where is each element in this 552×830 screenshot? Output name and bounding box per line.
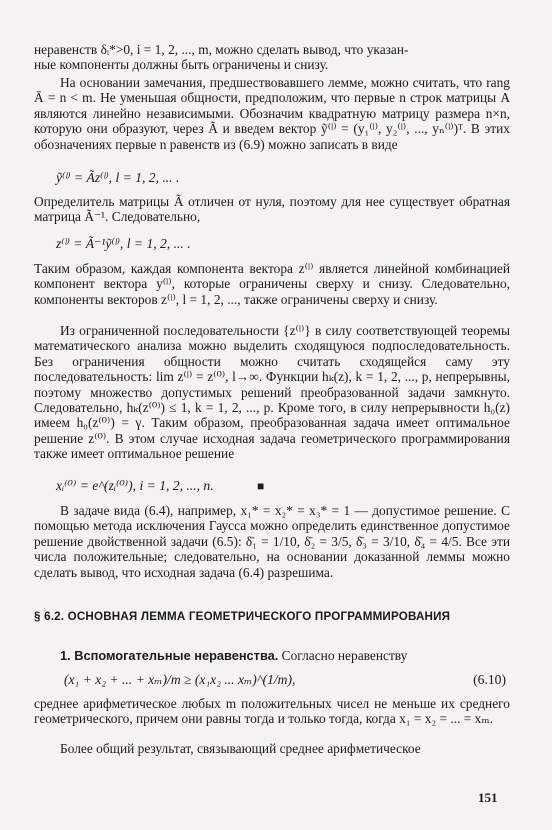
subsection-line <box>34 648 510 663</box>
paragraph-text: В задаче вида (6.4), например, x₁* = x₂* = x₃* = 1 — допустимое решение. С помощью метода исключения Гаусса можно определить единственное допустимое решение двойственной задачи (6.5): δ̄₁ = 1/10, δ̄₂ = 3/5, δ̄₃ = 3/10, δ̄₄ = 4/5. Все эти числа положительные; следовательно, на основании доказанной леммы можно сделать вывод, что исходная задача (6.4) разрешима. <box>34 503 510 580</box>
line-1: неравенств δᵢ*>0, i = 1, 2, ..., m, можно сделать вывод, что указан- <box>34 42 409 57</box>
formula-body: xᵢ⁽⁰⁾ = e^(zᵢ⁽⁰⁾), i = 1, 2, ..., n. <box>56 478 214 493</box>
paragraph-text: Из ограниченной последовательности {z⁽ˡ⁾} в силу соответствующей теоремы математического анализа можно выделить сходящуюся подпоследовательность. Без ограничения общности можно считать сходящейся саму эту последовательность: lim z⁽ˡ⁾ = z⁽⁰⁾, l→∞. Функции hₖ(z), k = 1, 2, ..., p, непрерывны, поэтому множество допустимых решений преобразованной задачи замкнуто. Следовательно, hₖ(z⁽⁰⁾) ≤ 1, k = 1, 2, ..., p. Кроме того, в силу непрерывности h₀(z) имеем h₀(z⁽⁰⁾) = γ. Таким образом, преобразованная задача имеет оптимальное решение z⁽⁰⁾. В этом случае исходная задача геометрического программирования также имеет оптимальное решение <box>34 323 510 462</box>
equation-row <box>34 672 510 688</box>
formula-2 <box>34 236 510 252</box>
subsection-title: 1. Вспомогательные неравенства. <box>60 648 279 663</box>
paragraph-text: среднее арифметическое любых m положительных чисел не меньше их среднего геометрического, причем они равны тогда и только тогда, когда x₁ = x₂ = ... = xₘ. <box>34 696 510 727</box>
paragraph-text: Определитель матрицы Ã отличен от нуля, поэтому для нее существует обратная матрица Ã⁻¹. Следовательно, <box>34 194 510 225</box>
formula-1 <box>34 170 510 186</box>
qed-symbol: ■ <box>257 479 265 493</box>
formula-text <box>34 478 510 494</box>
paragraph-components <box>34 261 510 307</box>
equation-body: (x₁ + x₂ + ... + xₘ)/m ≥ (x₁x₂ ... xₘ)^(1/m), <box>64 672 296 687</box>
subsection <box>34 648 510 663</box>
paragraph-text: На основании замечания, предшествовавшего лемме, можно считать, что rang Ā = n < m. Не уменьшая общности, предположим, что первые n строк матрицы A являются линейно независимыми. Обозначим квадратную матрицу размера n×n, которую они образуют, через Ã и введем вектор ỹ⁽ˡ⁾ = (y₁⁽ˡ⁾, y₂⁽ˡ⁾, ..., yₙ⁽ˡ⁾)ᵀ. В этих обозначениях первые n равенств из (6.9) можно записать в виде <box>34 75 510 152</box>
formula-6-10 <box>34 672 510 688</box>
paragraph-text: Более общий результат, связывающий среднее арифметическое <box>60 741 421 756</box>
line-2: ные компоненты должны быть ограничены и снизу. <box>34 57 329 73</box>
paragraph-means <box>34 696 510 727</box>
section-heading <box>34 610 510 624</box>
section-title: § 6.2. ОСНОВНАЯ ЛЕММА ГЕОМЕТРИЧЕСКОГО ПРОГРАММИРОВАНИЯ <box>34 610 451 623</box>
formula-text: ỹ⁽ˡ⁾ = Ãz⁽ˡ⁾, l = 1, 2, ... . <box>56 170 180 185</box>
formula-3 <box>34 478 510 494</box>
formula-text: z⁽ˡ⁾ = Ã⁻¹ỹ⁽ˡ⁾, l = 1, 2, ... . <box>56 236 191 251</box>
text-block-1 <box>34 42 510 73</box>
paragraph-determinant <box>34 194 510 225</box>
page-number: 151 <box>478 790 498 805</box>
subsection-text: Согласно неравенству <box>278 648 408 663</box>
paragraph-general <box>34 741 510 756</box>
paragraph-rang <box>34 75 510 152</box>
paragraph-text: Таким образом, каждая компонента вектора z⁽ˡ⁾ является линейной комбинацией компонент вектора y⁽ˡ⁾, которые ограничены сверху и снизу. Следовательно, компоненты векторов z⁽ˡ⁾, l = 1, 2, ..., также ограничены сверху и снизу. <box>34 261 510 307</box>
paragraph-example <box>34 503 510 580</box>
paragraph-subsequence <box>34 323 510 462</box>
equation-number: (6.10) <box>473 672 506 687</box>
